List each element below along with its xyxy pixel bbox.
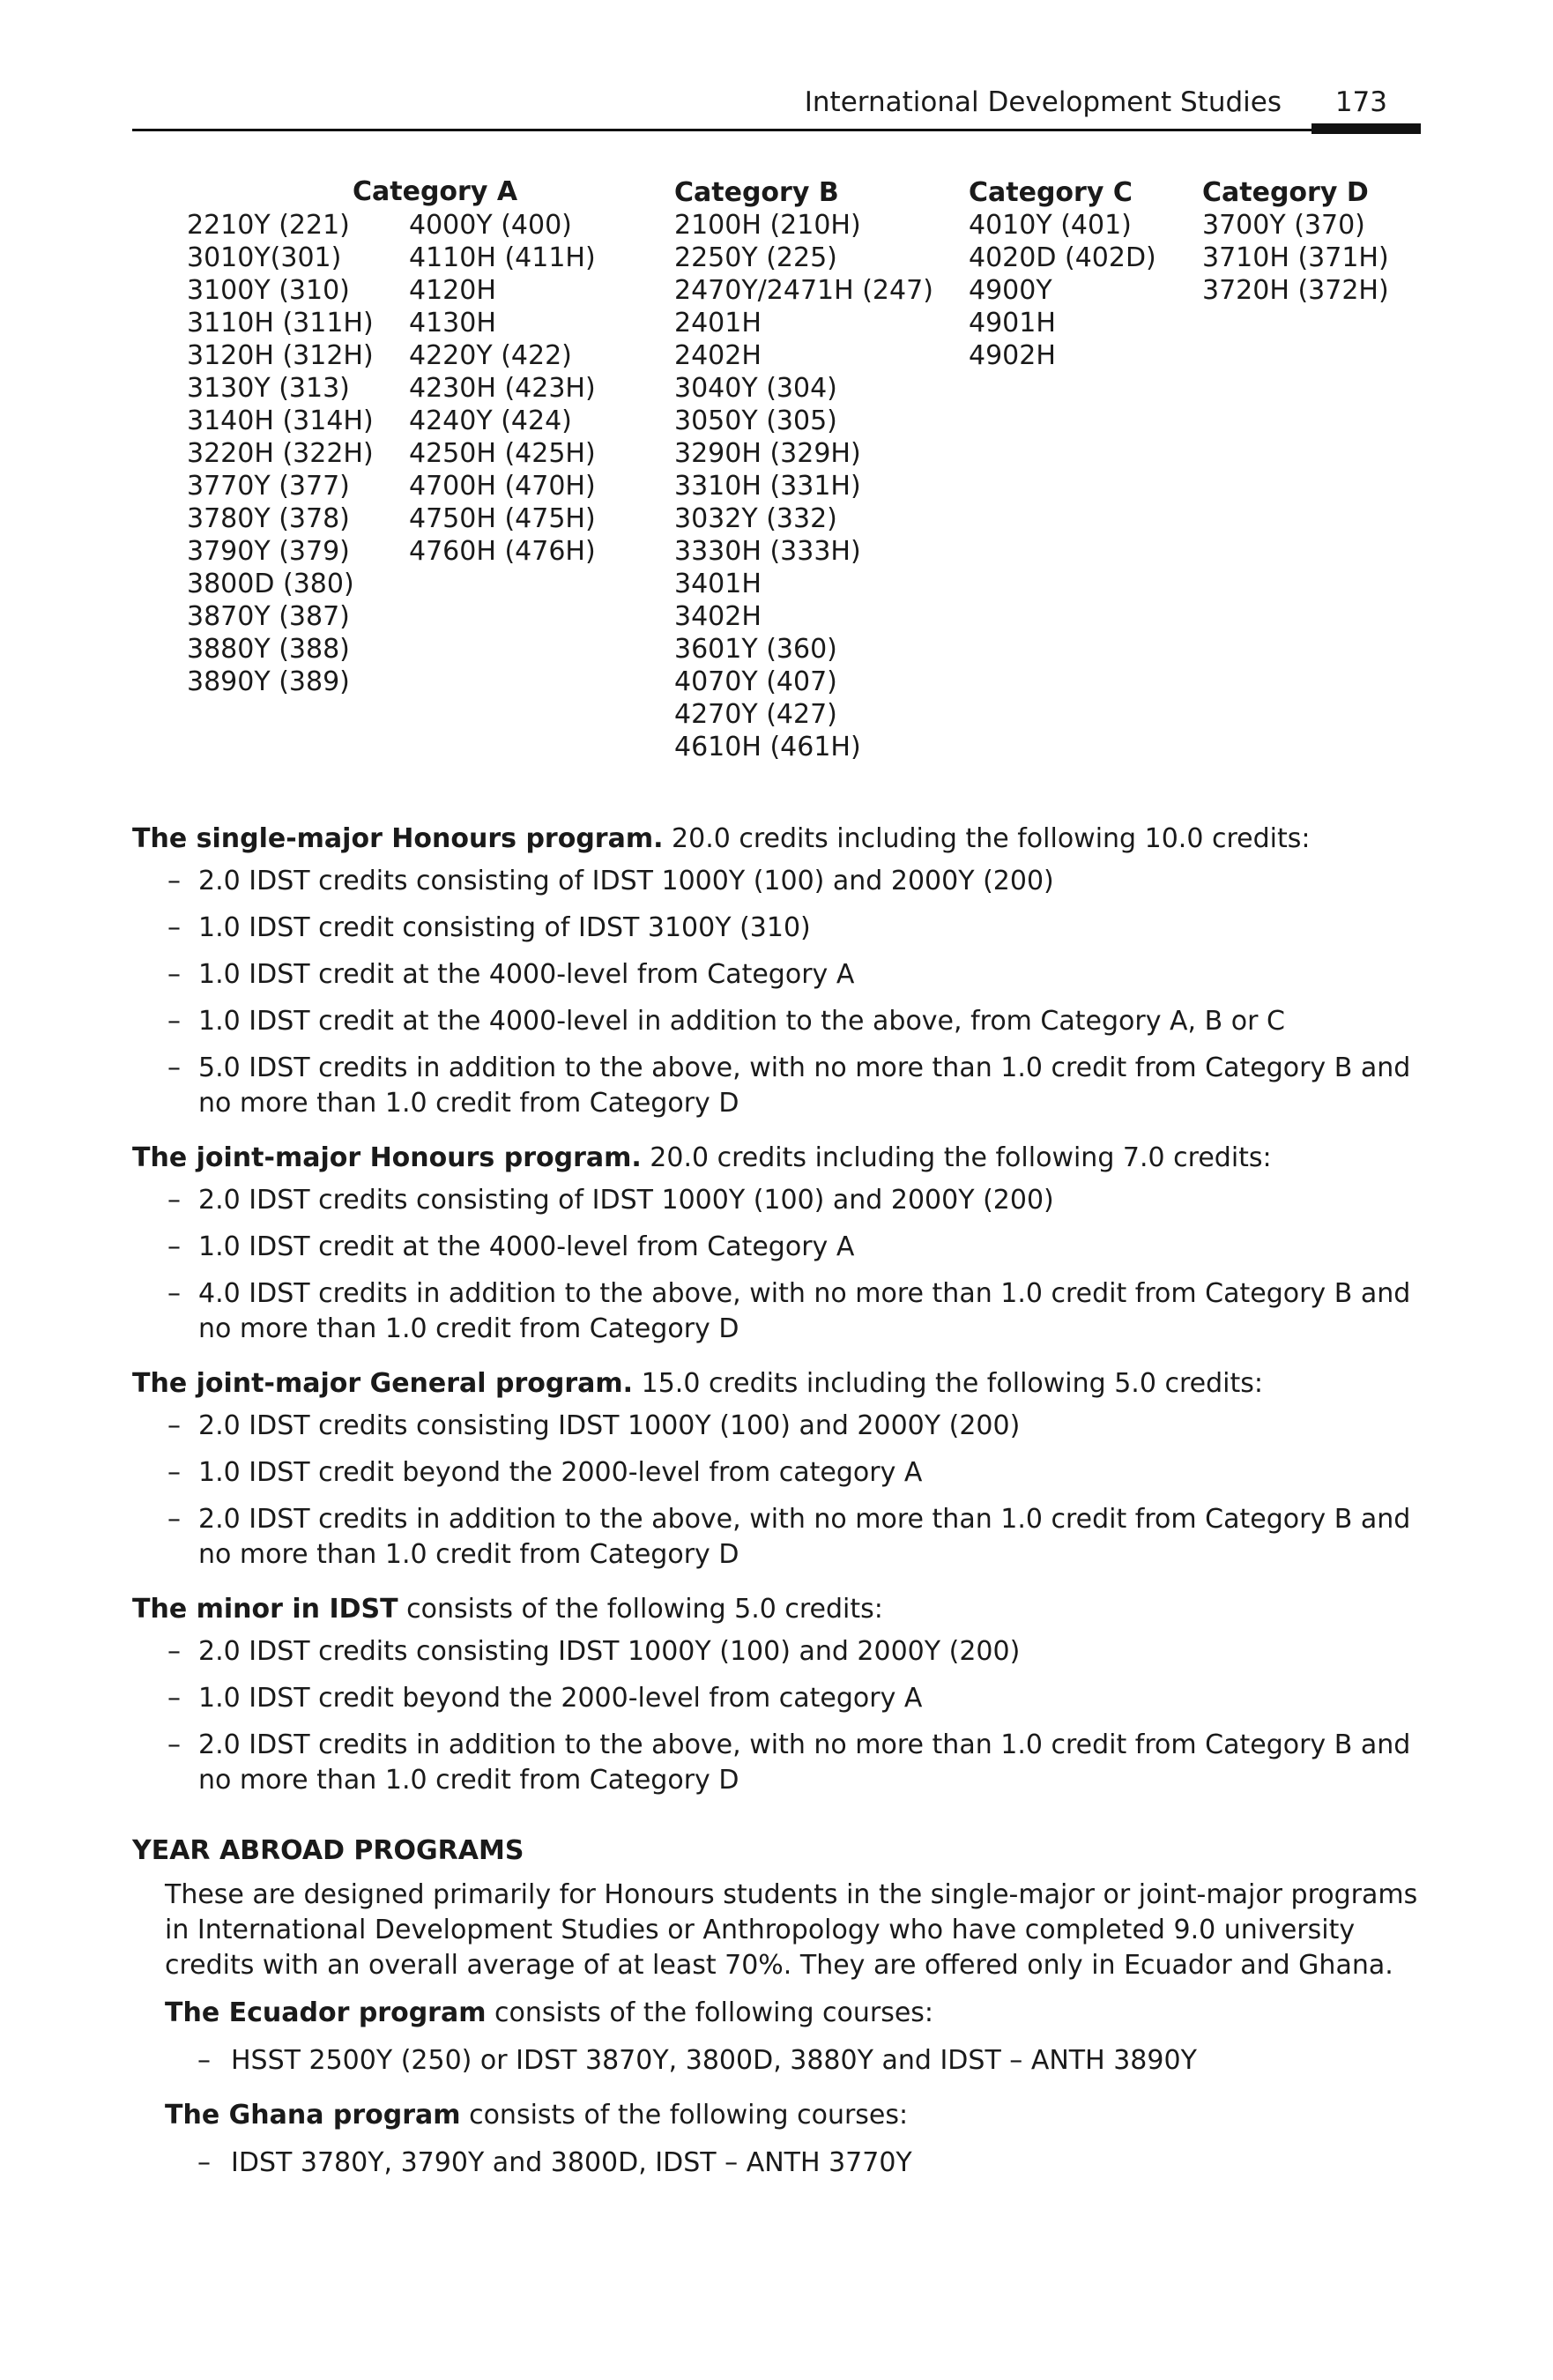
ecuador-program — [165, 1996, 1421, 2079]
year-abroad-heading: YEAR ABROAD PROGRAMS — [132, 1835, 524, 1866]
ghana-program-desc: consists of the following courses: — [460, 2100, 909, 2131]
course-code: 3720H (372H) — [1202, 275, 1389, 306]
category-d-column — [1202, 176, 1389, 307]
course-code: 2470Y/2471H (247) — [674, 275, 933, 306]
requirement-text: 5.0 IDST credits in addition to the above, with no more than 1.0 credit from Category B and no more than 1.0 credit from Category D — [198, 1052, 1411, 1119]
course-code: 3310H (331H) — [674, 471, 861, 502]
program-heading — [132, 1366, 1421, 1402]
course-code: 3110H (311H) — [187, 308, 374, 338]
course-code: 2100H (210H) — [674, 210, 861, 241]
course-code: 3401H — [674, 569, 762, 599]
category-d-list — [1202, 209, 1389, 307]
requirement-text: 2.0 IDST credits consisting IDST 1000Y (100) and 2000Y (200) — [198, 1636, 1021, 1667]
requirement-item — [132, 1502, 1421, 1573]
page-number: 173 — [1334, 86, 1387, 118]
header-accent-bar — [1312, 123, 1421, 134]
program-section — [132, 1141, 1421, 1347]
category-b-list — [674, 209, 933, 763]
course-code: 3710H (371H) — [1202, 242, 1389, 273]
requirement-item — [165, 2146, 1421, 2181]
program-title: The joint-major Honours program. — [132, 1142, 642, 1173]
course-code: 3800D (380) — [187, 569, 354, 599]
course-code: 4610H (461H) — [674, 732, 861, 762]
dash-bullet: – — [167, 1185, 181, 1216]
year-abroad-intro: These are designed primarily for Honours students in the single-major or joint-major programs in International Development Studies or Anthropology who have completed 9.0 university credits with an overall average of at least 70%. They are offered only in Ecuador and Ghana. — [165, 1879, 1418, 1981]
course-code: 4902H — [969, 340, 1056, 371]
dash-bullet: – — [167, 1457, 181, 1488]
program-desc: 20.0 credits including the following 10.0 credits: — [663, 823, 1311, 854]
requirement-list — [132, 1409, 1421, 1573]
dash-bullet: – — [167, 1231, 181, 1262]
dash-bullet: – — [167, 1410, 181, 1441]
course-code: 3130Y (313) — [187, 373, 350, 404]
course-code: 4000Y (400) — [409, 210, 572, 241]
requirement-text: HSST 2500Y (250) or IDST 3870Y, 3800D, 3880Y and IDST – ANTH 3890Y — [231, 2045, 1197, 2076]
requirement-text: 1.0 IDST credit at the 4000-level from Category A — [198, 1231, 855, 1262]
category-b-title: Category B — [674, 177, 839, 208]
program-requirements — [132, 822, 1421, 2200]
course-code: 3770Y (377) — [187, 471, 350, 502]
course-code: 3010Y(301) — [187, 242, 342, 273]
program-desc: 20.0 credits including the following 7.0 credits: — [641, 1142, 1272, 1173]
program-heading — [132, 1592, 1421, 1627]
course-code: 3601Y (360) — [674, 634, 837, 665]
requirement-item — [132, 1230, 1421, 1265]
course-code: 3040Y (304) — [674, 373, 837, 404]
course-code: 4230H (423H) — [409, 373, 596, 404]
ecuador-program-heading — [165, 1996, 1421, 2031]
dash-bullet: – — [197, 2045, 211, 2076]
course-code: 3100Y (310) — [187, 275, 350, 306]
program-heading — [132, 1141, 1421, 1176]
dash-bullet: – — [167, 1636, 181, 1667]
dash-bullet: – — [167, 1052, 181, 1083]
requirement-text: 2.0 IDST credits in addition to the above, with no more than 1.0 credit from Category B and no more than 1.0 credit from Category D — [198, 1504, 1411, 1570]
course-code: 3140H (314H) — [187, 405, 374, 436]
category-c-column — [969, 176, 1156, 372]
requirement-text: 2.0 IDST credits consisting IDST 1000Y (100) and 2000Y (200) — [198, 1410, 1021, 1441]
ghana-course-list — [165, 2146, 1421, 2181]
program-section — [132, 822, 1421, 1121]
dash-bullet: – — [167, 959, 181, 990]
course-code: 3330H (333H) — [674, 536, 861, 567]
course-code: 4240Y (424) — [409, 405, 572, 436]
program-desc: 15.0 credits including the following 5.0 credits: — [633, 1368, 1263, 1399]
program-section — [132, 1366, 1421, 1573]
program-section — [132, 1592, 1421, 1798]
program-heading — [132, 822, 1421, 857]
course-code: 4130H — [409, 308, 496, 338]
requirement-text: 1.0 IDST credit beyond the 2000-level from category A — [198, 1457, 923, 1488]
requirement-text: 4.0 IDST credits in addition to the above, with no more than 1.0 credit from Category B and no more than 1.0 credit from Category D — [198, 1278, 1411, 1344]
requirement-item — [132, 911, 1421, 946]
requirement-text: 1.0 IDST credit beyond the 2000-level from category A — [198, 1683, 923, 1714]
requirement-item — [132, 864, 1421, 899]
course-code: 4250H (425H) — [409, 438, 596, 469]
dash-bullet: – — [197, 2147, 211, 2178]
dash-bullet: – — [167, 1729, 181, 1760]
category-a-col2 — [409, 209, 596, 568]
program-title: The single-major Honours program. — [132, 823, 664, 854]
course-code: 4110H (411H) — [409, 242, 596, 273]
year-abroad-body — [132, 1878, 1421, 2181]
dash-bullet: – — [167, 1683, 181, 1714]
course-code: 3120H (312H) — [187, 340, 374, 371]
course-code: 3290H (329H) — [674, 438, 861, 469]
course-code: 2402H — [674, 340, 762, 371]
ecuador-course-list — [165, 2043, 1421, 2079]
header-title: International Development Studies — [804, 86, 1282, 118]
course-code: 2401H — [674, 308, 762, 338]
requirement-item — [132, 957, 1421, 993]
course-code: 3032Y (332) — [674, 503, 837, 534]
course-code: 3880Y (388) — [187, 634, 350, 665]
dash-bullet: – — [167, 912, 181, 943]
dash-bullet: – — [167, 866, 181, 896]
course-code: 2250Y (225) — [674, 242, 837, 273]
program-title: The joint-major General program. — [132, 1368, 634, 1399]
requirement-list — [132, 1183, 1421, 1347]
course-code: 4900Y — [969, 275, 1052, 306]
category-c-title: Category C — [969, 177, 1133, 208]
program-title: The minor in IDST — [132, 1594, 398, 1625]
course-code: 3700Y (370) — [1202, 210, 1365, 241]
dash-bullet: – — [167, 1006, 181, 1037]
category-c-list — [969, 209, 1156, 372]
requirement-text: 2.0 IDST credits consisting of IDST 1000Y (100) and 2000Y (200) — [198, 866, 1054, 896]
category-b-column — [674, 176, 933, 763]
ghana-program — [165, 2098, 1421, 2181]
program-desc: consists of the following 5.0 credits: — [398, 1594, 883, 1625]
requirement-item — [132, 1455, 1421, 1491]
requirement-list — [132, 864, 1421, 1121]
course-code: 4270Y (427) — [674, 699, 837, 730]
course-code: 4020D (402D) — [969, 242, 1156, 273]
course-code: 3780Y (378) — [187, 503, 350, 534]
category-d-title: Category D — [1202, 177, 1369, 208]
course-code: 4070Y (407) — [674, 666, 837, 697]
course-code: 4760H (476H) — [409, 536, 596, 567]
requirement-item — [132, 1051, 1421, 1121]
course-code: 3870Y (387) — [187, 601, 350, 632]
requirement-item — [132, 1681, 1421, 1716]
dash-bullet: – — [167, 1504, 181, 1535]
requirement-text: 2.0 IDST credits in addition to the above, with no more than 1.0 credit from Category B and no more than 1.0 credit from Category D — [198, 1729, 1411, 1796]
programs-list — [132, 822, 1421, 1798]
requirement-text: 1.0 IDST credit at the 4000-level from Category A — [198, 959, 855, 990]
requirement-item — [132, 1004, 1421, 1039]
requirement-text: 1.0 IDST credit consisting of IDST 3100Y (310) — [198, 912, 811, 943]
course-code: 3890Y (389) — [187, 666, 350, 697]
requirement-item — [132, 1634, 1421, 1670]
requirement-item — [132, 1276, 1421, 1347]
category-a-title: Category A — [353, 176, 518, 207]
course-code: 4220Y (422) — [409, 340, 572, 371]
requirement-item — [165, 2043, 1421, 2079]
requirement-text: IDST 3780Y, 3790Y and 3800D, IDST – ANTH 3770Y — [231, 2147, 912, 2178]
requirement-item — [132, 1183, 1421, 1218]
requirement-item — [132, 1409, 1421, 1444]
ecuador-program-desc: consists of the following courses: — [486, 1997, 934, 2028]
course-code: 4010Y (401) — [969, 210, 1132, 241]
ghana-program-heading — [165, 2098, 1421, 2133]
dash-bullet: – — [167, 1278, 181, 1309]
ecuador-program-title: The Ecuador program — [165, 1997, 487, 2028]
requirement-item — [132, 1728, 1421, 1798]
running-header — [132, 78, 1421, 131]
course-code: 3050Y (305) — [674, 405, 837, 436]
category-a-list-1 — [187, 209, 374, 698]
requirement-list — [132, 1634, 1421, 1798]
course-code: 3790Y (379) — [187, 536, 350, 567]
requirement-text: 2.0 IDST credits consisting of IDST 1000Y (100) and 2000Y (200) — [198, 1185, 1054, 1216]
category-a-col1 — [187, 209, 374, 698]
course-code: 3220H (322H) — [187, 438, 374, 469]
course-code: 4120H — [409, 275, 496, 306]
course-code: 4700H (470H) — [409, 471, 596, 502]
requirement-text: 1.0 IDST credit at the 4000-level in addition to the above, from Category A, B or C — [198, 1006, 1285, 1037]
course-code: 3402H — [674, 601, 762, 632]
ghana-program-title: The Ghana program — [165, 2100, 461, 2131]
category-a-list-2 — [409, 209, 596, 568]
course-code: 4750H (475H) — [409, 503, 596, 534]
course-code: 4901H — [969, 308, 1056, 338]
course-code: 2210Y (221) — [187, 210, 350, 241]
